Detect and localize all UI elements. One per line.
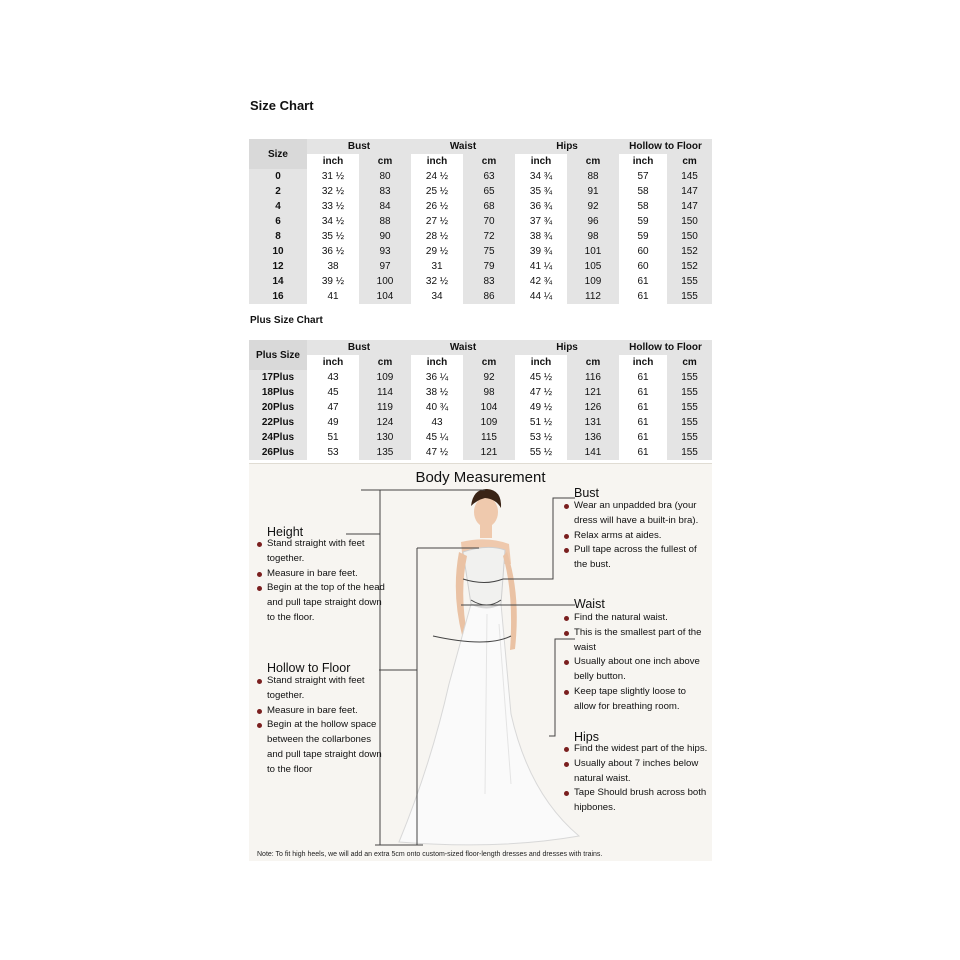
table-cell: 32 ½ (321, 186, 345, 197)
waist-instructions (563, 611, 708, 715)
table-cell: 84 (359, 199, 411, 214)
instruction-item: Relax arms at aides. (563, 529, 708, 544)
size-chart-title: Size Chart (250, 98, 314, 113)
size-cell: 26Plus (249, 445, 307, 460)
table-cell: 155 (667, 274, 712, 289)
table-cell: 92 (567, 199, 619, 214)
unit-header: inch (632, 357, 654, 368)
table-cell: 26 ½ (425, 201, 449, 212)
table-cell: 27 ½ (425, 216, 449, 227)
table-cell: 114 (359, 385, 411, 400)
table-row (249, 274, 712, 289)
table-cell: 31 (431, 261, 443, 272)
table-cell: 119 (359, 400, 411, 415)
table-cell: 152 (667, 259, 712, 274)
table-row (249, 289, 712, 304)
group-header: Hollow to Floor (619, 340, 712, 355)
table-cell: 63 (463, 169, 515, 184)
table-cell: 49 (327, 417, 339, 428)
model-head (474, 497, 498, 527)
table-cell: 75 (463, 244, 515, 259)
table-cell: 93 (359, 244, 411, 259)
table-cell: 79 (463, 259, 515, 274)
table-cell: 130 (359, 430, 411, 445)
instruction-item: Measure in bare feet. (256, 567, 386, 582)
table-cell: 65 (463, 184, 515, 199)
table-cell: 47 (327, 402, 339, 413)
table-cell: 24 ½ (425, 171, 449, 182)
size-column-header: Size (249, 139, 307, 169)
unit-header: cm (359, 154, 411, 169)
table-row (249, 259, 712, 274)
table-cell: 61 (637, 276, 649, 287)
unit-header: cm (667, 154, 712, 169)
table-cell: 68 (463, 199, 515, 214)
measurement-note: Note: To fit high heels, we will add an extra 5cm onto custom-sized floor-length dresses and dresses with trains. (257, 851, 603, 858)
table-cell: 36 ¼ (425, 372, 449, 383)
table-cell: 150 (667, 214, 712, 229)
table-cell: 51 ½ (529, 417, 553, 428)
unit-header: inch (322, 156, 344, 167)
bust-instructions (563, 499, 708, 573)
table-cell: 35 ¾ (529, 186, 553, 197)
table-cell: 147 (667, 199, 712, 214)
table-cell: 43 (327, 372, 339, 383)
table-cell: 136 (567, 430, 619, 445)
table-cell: 96 (567, 214, 619, 229)
table-cell: 126 (567, 400, 619, 415)
size-cell: 6 (249, 214, 307, 229)
table-cell: 53 (327, 447, 339, 458)
size-cell: 4 (249, 199, 307, 214)
unit-header: inch (322, 357, 344, 368)
table-cell: 61 (637, 447, 649, 458)
table-cell: 55 ½ (529, 447, 553, 458)
instruction-item: Find the natural waist. (563, 611, 708, 626)
table-row (249, 184, 712, 199)
table-cell: 39 ½ (321, 276, 345, 287)
instruction-item: Stand straight with feet together. (256, 674, 386, 704)
table-cell: 39 ¾ (529, 246, 553, 257)
size-cell: 17Plus (249, 370, 307, 385)
table-cell: 83 (359, 184, 411, 199)
instruction-item: Stand straight with feet together. (256, 537, 386, 567)
height-instructions (256, 537, 386, 626)
model-right-arm (503, 552, 517, 650)
table-cell: 155 (667, 430, 712, 445)
table-cell: 35 ½ (321, 231, 345, 242)
group-header: Hips (515, 139, 619, 154)
table-cell: 29 ½ (425, 246, 449, 257)
waist-label: Waist (574, 597, 605, 611)
instruction-item: Usually about one inch above belly button. (563, 655, 708, 685)
table-cell: 98 (463, 385, 515, 400)
size-cell: 0 (249, 169, 307, 184)
table-cell: 51 (327, 432, 339, 443)
table-cell: 37 ¾ (529, 216, 553, 227)
table-cell: 83 (463, 274, 515, 289)
table-cell: 25 ½ (425, 186, 449, 197)
instruction-item: Pull tape across the fullest of the bust. (563, 543, 708, 573)
plus-size-chart-title: Plus Size Chart (250, 315, 323, 326)
table-cell: 109 (463, 415, 515, 430)
hips-label: Hips (574, 730, 600, 744)
table-cell: 59 (637, 231, 649, 242)
hips-instructions (563, 742, 708, 816)
table-row (249, 229, 712, 244)
table-cell: 155 (667, 370, 712, 385)
size-column-header: Plus Size (249, 340, 307, 370)
size-cell: 18Plus (249, 385, 307, 400)
table-cell: 86 (463, 289, 515, 304)
table-cell: 47 ½ (425, 447, 449, 458)
table-cell: 34 ½ (321, 216, 345, 227)
table-cell: 61 (637, 291, 649, 302)
table-cell: 147 (667, 184, 712, 199)
instruction-item: Begin at the hollow space between the collarbones and pull tape straight down to the floor (256, 718, 386, 777)
table-cell: 70 (463, 214, 515, 229)
table-cell: 112 (567, 289, 619, 304)
model-bodice (463, 547, 505, 607)
table-cell: 97 (359, 259, 411, 274)
table-cell: 43 (431, 417, 443, 428)
table-cell: 90 (359, 229, 411, 244)
table-cell: 40 ¾ (425, 402, 449, 413)
unit-header: inch (530, 357, 552, 368)
table-cell: 42 ¾ (529, 276, 553, 287)
table-cell: 57 (637, 171, 649, 182)
table-cell: 33 ½ (321, 201, 345, 212)
table-row (249, 445, 712, 460)
table-cell: 155 (667, 289, 712, 304)
unit-header: inch (530, 156, 552, 167)
table-row (249, 199, 712, 214)
instruction-item: Tape Should brush across both hipbones. (563, 786, 708, 816)
instruction-item: Begin at the top of the head and pull tape straight down to the floor. (256, 581, 386, 625)
table-cell: 91 (567, 184, 619, 199)
size-cell: 2 (249, 184, 307, 199)
table-cell: 145 (667, 169, 712, 184)
unit-header: cm (567, 355, 619, 370)
unit-header: cm (463, 355, 515, 370)
unit-header: inch (632, 156, 654, 167)
table-cell: 32 ½ (425, 276, 449, 287)
table-cell: 45 ½ (529, 372, 553, 383)
size-cell: 24Plus (249, 430, 307, 445)
table-cell: 109 (359, 370, 411, 385)
table-cell: 155 (667, 400, 712, 415)
instruction-item: Keep tape slightly loose to allow for breathing room. (563, 685, 708, 715)
table-cell: 150 (667, 229, 712, 244)
table-cell: 101 (567, 244, 619, 259)
table-cell: 115 (463, 430, 515, 445)
table-cell: 47 ½ (529, 387, 553, 398)
model-figure (399, 489, 579, 845)
table-cell: 124 (359, 415, 411, 430)
table-cell: 131 (567, 415, 619, 430)
hollow-to-floor-label: Hollow to Floor (267, 661, 351, 675)
table-cell: 45 ¼ (425, 432, 449, 443)
table-row (249, 385, 712, 400)
table-cell: 28 ½ (425, 231, 449, 242)
table-cell: 61 (637, 417, 649, 428)
body-measurement-panel (249, 463, 712, 861)
table-cell: 53 ½ (529, 432, 553, 443)
unit-header: cm (567, 154, 619, 169)
table-cell: 155 (667, 445, 712, 460)
instruction-item: Usually about 7 inches below natural waist. (563, 757, 708, 787)
instruction-item: This is the smallest part of the waist (563, 626, 708, 656)
table-cell: 121 (567, 385, 619, 400)
group-header: Hollow to Floor (619, 139, 712, 154)
unit-header: cm (463, 154, 515, 169)
table-cell: 104 (359, 289, 411, 304)
bust-label: Bust (574, 486, 600, 500)
table-cell: 61 (637, 387, 649, 398)
table-row (249, 214, 712, 229)
table-cell: 155 (667, 385, 712, 400)
table-cell: 58 (637, 201, 649, 212)
table-cell: 38 ¾ (529, 231, 553, 242)
hollow-to-floor-instructions (256, 674, 386, 778)
table-cell: 34 ¾ (529, 171, 553, 182)
table-row (249, 430, 712, 445)
table-cell: 155 (667, 415, 712, 430)
table-cell: 38 ½ (425, 387, 449, 398)
unit-header: cm (359, 355, 411, 370)
size-cell: 16 (249, 289, 307, 304)
table-cell: 59 (637, 216, 649, 227)
table-cell: 105 (567, 259, 619, 274)
table-cell: 92 (463, 370, 515, 385)
table-cell: 61 (637, 372, 649, 383)
table-cell: 98 (567, 229, 619, 244)
unit-header: cm (667, 355, 712, 370)
table-cell: 45 (327, 387, 339, 398)
table-cell: 152 (667, 244, 712, 259)
table-cell: 141 (567, 445, 619, 460)
group-header: Waist (411, 340, 515, 355)
table-cell: 60 (637, 246, 649, 257)
table-cell: 88 (567, 169, 619, 184)
instruction-item: Measure in bare feet. (256, 704, 386, 719)
table-row (249, 400, 712, 415)
group-header: Hips (515, 340, 619, 355)
table-row (249, 244, 712, 259)
height-label: Height (267, 525, 304, 539)
table-cell: 61 (637, 402, 649, 413)
table-cell: 31 ½ (321, 171, 345, 182)
body-measurement-title: Body Measurement (415, 469, 546, 486)
table-cell: 116 (567, 370, 619, 385)
plus-size-chart-table (249, 340, 712, 460)
table-cell: 80 (359, 169, 411, 184)
group-header: Bust (307, 139, 411, 154)
table-cell: 60 (637, 261, 649, 272)
group-header: Bust (307, 340, 411, 355)
table-cell: 88 (359, 214, 411, 229)
table-cell: 121 (463, 445, 515, 460)
table-cell: 109 (567, 274, 619, 289)
group-header: Waist (411, 139, 515, 154)
table-cell: 36 ½ (321, 246, 345, 257)
table-row (249, 169, 712, 184)
size-cell: 10 (249, 244, 307, 259)
instruction-item: Find the widest part of the hips. (563, 742, 708, 757)
table-cell: 58 (637, 186, 649, 197)
table-cell: 61 (637, 432, 649, 443)
model-gown-skirt (399, 604, 579, 845)
size-chart-table (249, 139, 712, 304)
table-cell: 72 (463, 229, 515, 244)
table-row (249, 415, 712, 430)
table-row (249, 370, 712, 385)
table-cell: 44 ¼ (529, 291, 553, 302)
table-cell: 41 (327, 291, 339, 302)
table-cell: 49 ½ (529, 402, 553, 413)
table-cell: 104 (463, 400, 515, 415)
size-cell: 20Plus (249, 400, 307, 415)
table-cell: 38 (327, 261, 339, 272)
table-cell: 36 ¾ (529, 201, 553, 212)
model-neck (480, 524, 492, 538)
table-cell: 135 (359, 445, 411, 460)
instruction-item: Wear an unpadded bra (your dress will have a built-in bra). (563, 499, 708, 529)
unit-header: inch (426, 156, 448, 167)
size-cell: 22Plus (249, 415, 307, 430)
size-cell: 14 (249, 274, 307, 289)
table-cell: 41 ¼ (529, 261, 553, 272)
size-cell: 12 (249, 259, 307, 274)
size-cell: 8 (249, 229, 307, 244)
table-cell: 34 (431, 291, 443, 302)
unit-header: inch (426, 357, 448, 368)
table-cell: 100 (359, 274, 411, 289)
